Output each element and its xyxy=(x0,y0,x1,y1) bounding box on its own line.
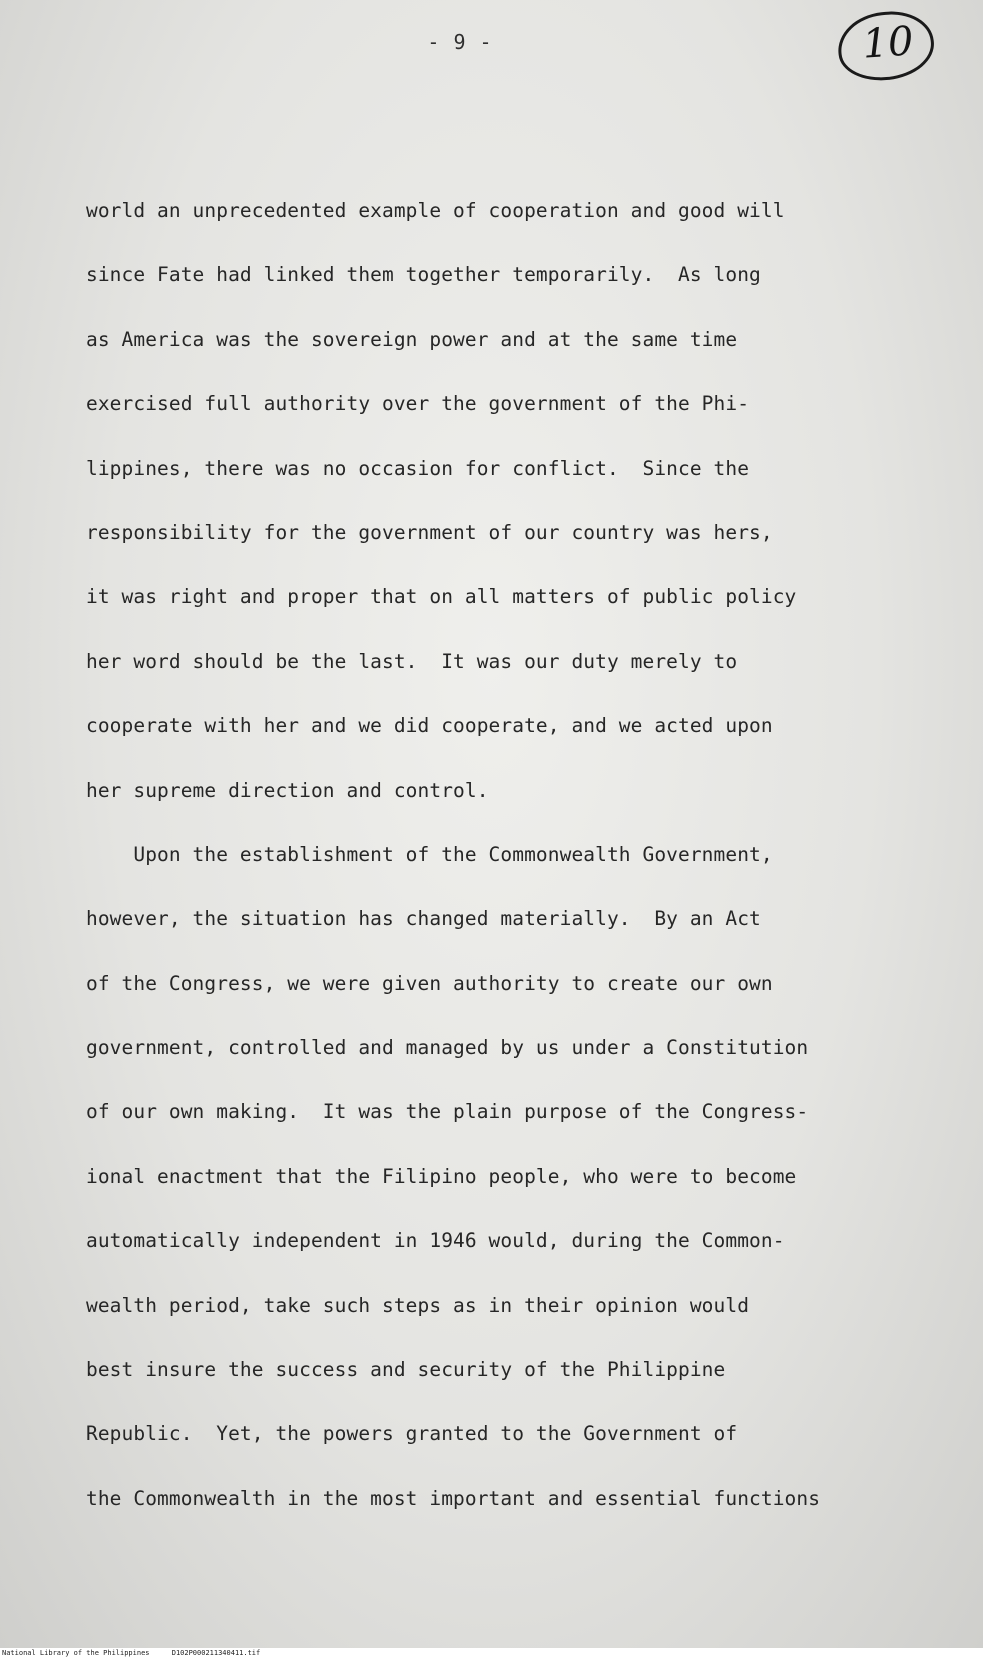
page-number: - 9 - xyxy=(427,30,493,54)
body-text xyxy=(86,198,966,1550)
text-line: her supreme direction and control. xyxy=(86,778,489,802)
handwritten-page-number: 10 xyxy=(861,18,915,68)
text-line: best insure the success and security of the Philippine xyxy=(86,1358,726,1382)
text-line: automatically independent in 1946 would, during the Common- xyxy=(86,1229,785,1253)
text-line: exercised full authority over the government of the Phi- xyxy=(86,392,750,416)
text-line: wealth period, take such steps as in their opinion would xyxy=(86,1293,750,1317)
text-line: however, the situation has changed materially. By an Act xyxy=(86,907,761,931)
footer-filename: D102P000211340411.tif xyxy=(171,1649,261,1657)
text-line: responsibility for the government of our country was hers, xyxy=(86,520,773,544)
text-line: as America was the sovereign power and at the same time xyxy=(86,327,738,351)
text-line: Upon the establishment of the Commonwealth Government, xyxy=(86,842,773,866)
text-line: of our own making. It was the plain purpose of the Congress- xyxy=(86,1100,809,1124)
text-line: cooperate with her and we did cooperate, and we acted upon xyxy=(86,714,773,738)
text-line: her word should be the last. It was our duty merely to xyxy=(86,649,738,673)
text-line: it was right and proper that on all matters of public policy xyxy=(86,585,797,609)
text-line: ional enactment that the Filipino people, who were to become xyxy=(86,1164,797,1188)
text-line: government, controlled and managed by us under a Constitution xyxy=(86,1036,809,1060)
footer-library: National Library of the Philippines xyxy=(2,1649,150,1657)
text-line: lippines, there was no occasion for conflict. Since the xyxy=(86,456,750,480)
text-line: of the Congress, we were given authority to create our own xyxy=(86,971,773,995)
text-line: since Fate had linked them together temporarily. As long xyxy=(86,263,761,287)
scan-footer xyxy=(0,1648,983,1658)
text-line: the Commonwealth in the most important and essential functions xyxy=(86,1486,821,1510)
text-line: Republic. Yet, the powers granted to the Government of xyxy=(86,1422,738,1446)
text-line: world an unprecedented example of cooperation and good will xyxy=(86,199,785,222)
